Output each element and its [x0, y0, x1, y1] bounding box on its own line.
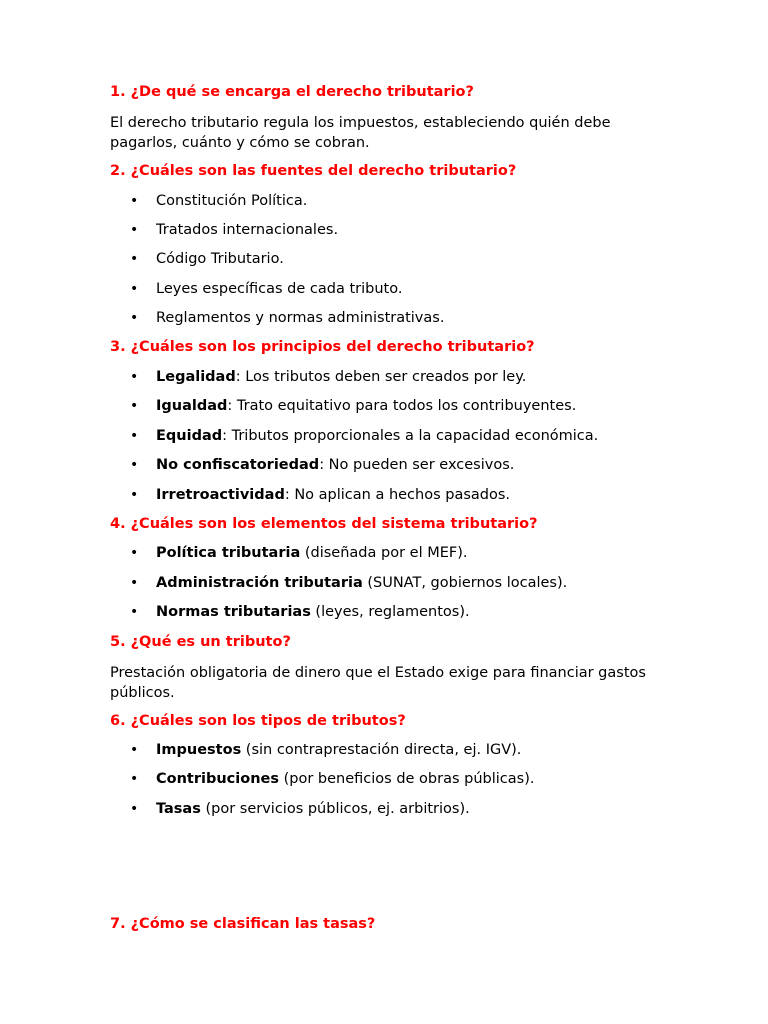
section-4 — [110, 514, 670, 632]
question-2: 2. ¿Cuáles son las fuentes del derecho tributario? — [110, 163, 517, 179]
term: Irretroactividad — [156, 486, 285, 503]
term: No confiscatoriedad — [156, 457, 320, 474]
list-item — [110, 740, 670, 769]
question-6: 6. ¿Cuáles son los tipos de tributos? — [110, 712, 406, 729]
definition: (sin contraprestación directa, ej. IGV). — [241, 742, 522, 759]
list-item — [110, 455, 670, 484]
list-item: • Tratados internacionales. — [110, 220, 670, 249]
section-6 — [110, 711, 670, 829]
list-item — [110, 573, 670, 602]
term: Tasas — [156, 800, 201, 817]
answer-5: Prestación obligatoria de dinero que el Estado exige para financiar gastos públicos. — [110, 664, 646, 701]
definition: (leyes, reglamentos). — [310, 604, 470, 621]
list-item — [110, 769, 670, 798]
definition: : Tributos proporcionales a la capacidad económica. — [222, 427, 599, 444]
question-3: 3. ¿Cuáles son los principios del derecho tributario? — [110, 339, 535, 356]
question-4: 4. ¿Cuáles son los elementos del sistema tributario? — [110, 515, 538, 532]
list-item: • Código Tributario. — [110, 249, 670, 278]
term: Normas tributarias — [156, 604, 311, 621]
section-5 — [110, 632, 670, 703]
tribute-types-list — [110, 740, 670, 828]
list-item — [110, 396, 670, 425]
term: Contribuciones — [156, 771, 279, 788]
principles-list — [110, 367, 670, 514]
section-1 — [110, 82, 670, 153]
term: Equidad — [156, 427, 223, 444]
question-1: 1. ¿De qué se encarga el derecho tributario? — [110, 84, 474, 100]
list-item — [110, 602, 670, 631]
definition: : No aplican a hechos pasados. — [284, 486, 511, 503]
section-3 — [110, 337, 670, 513]
list-item: • Constitución Política. — [110, 191, 670, 220]
definition: (SUNAT, gobiernos locales). — [362, 574, 568, 591]
term: Administración tributaria — [156, 574, 363, 591]
definition: : Los tributos deben ser creados por ley. — [235, 368, 527, 385]
list-item — [110, 367, 670, 396]
definition: (por beneficios de obras públicas). — [279, 771, 535, 788]
section-2 — [110, 161, 670, 337]
answer-1: El derecho tributario regula los impuestos, estableciendo quién debe pagarlos, cuánto y cómo se cobran. — [110, 115, 611, 151]
list-item — [110, 426, 670, 455]
definition: (diseñada por el MEF). — [300, 545, 468, 562]
term: Igualdad — [156, 398, 228, 415]
list-item — [110, 543, 670, 572]
elements-list — [110, 543, 670, 631]
list-item: • Reglamentos y normas administrativas. — [110, 308, 670, 337]
sources-list — [110, 191, 670, 338]
list-item: • Leyes específicas de cada tributo. — [110, 279, 670, 308]
question-5: 5. ¿Qué es un tributo? — [110, 633, 291, 650]
term: Impuestos — [156, 742, 242, 759]
term: Política tributaria — [156, 545, 301, 562]
term: Legalidad — [156, 368, 236, 385]
definition: : Trato equitativo para todos los contribuyentes. — [227, 398, 577, 415]
list-item — [110, 485, 670, 514]
question-7: 7. ¿Cómo se clasifican las tasas? — [110, 916, 376, 932]
list-item — [110, 799, 670, 828]
definition: (por servicios públicos, ej. arbitrios). — [200, 800, 470, 817]
section-7 — [110, 914, 375, 934]
definition: : No pueden ser excesivos. — [319, 457, 515, 474]
document-page — [110, 82, 670, 932]
